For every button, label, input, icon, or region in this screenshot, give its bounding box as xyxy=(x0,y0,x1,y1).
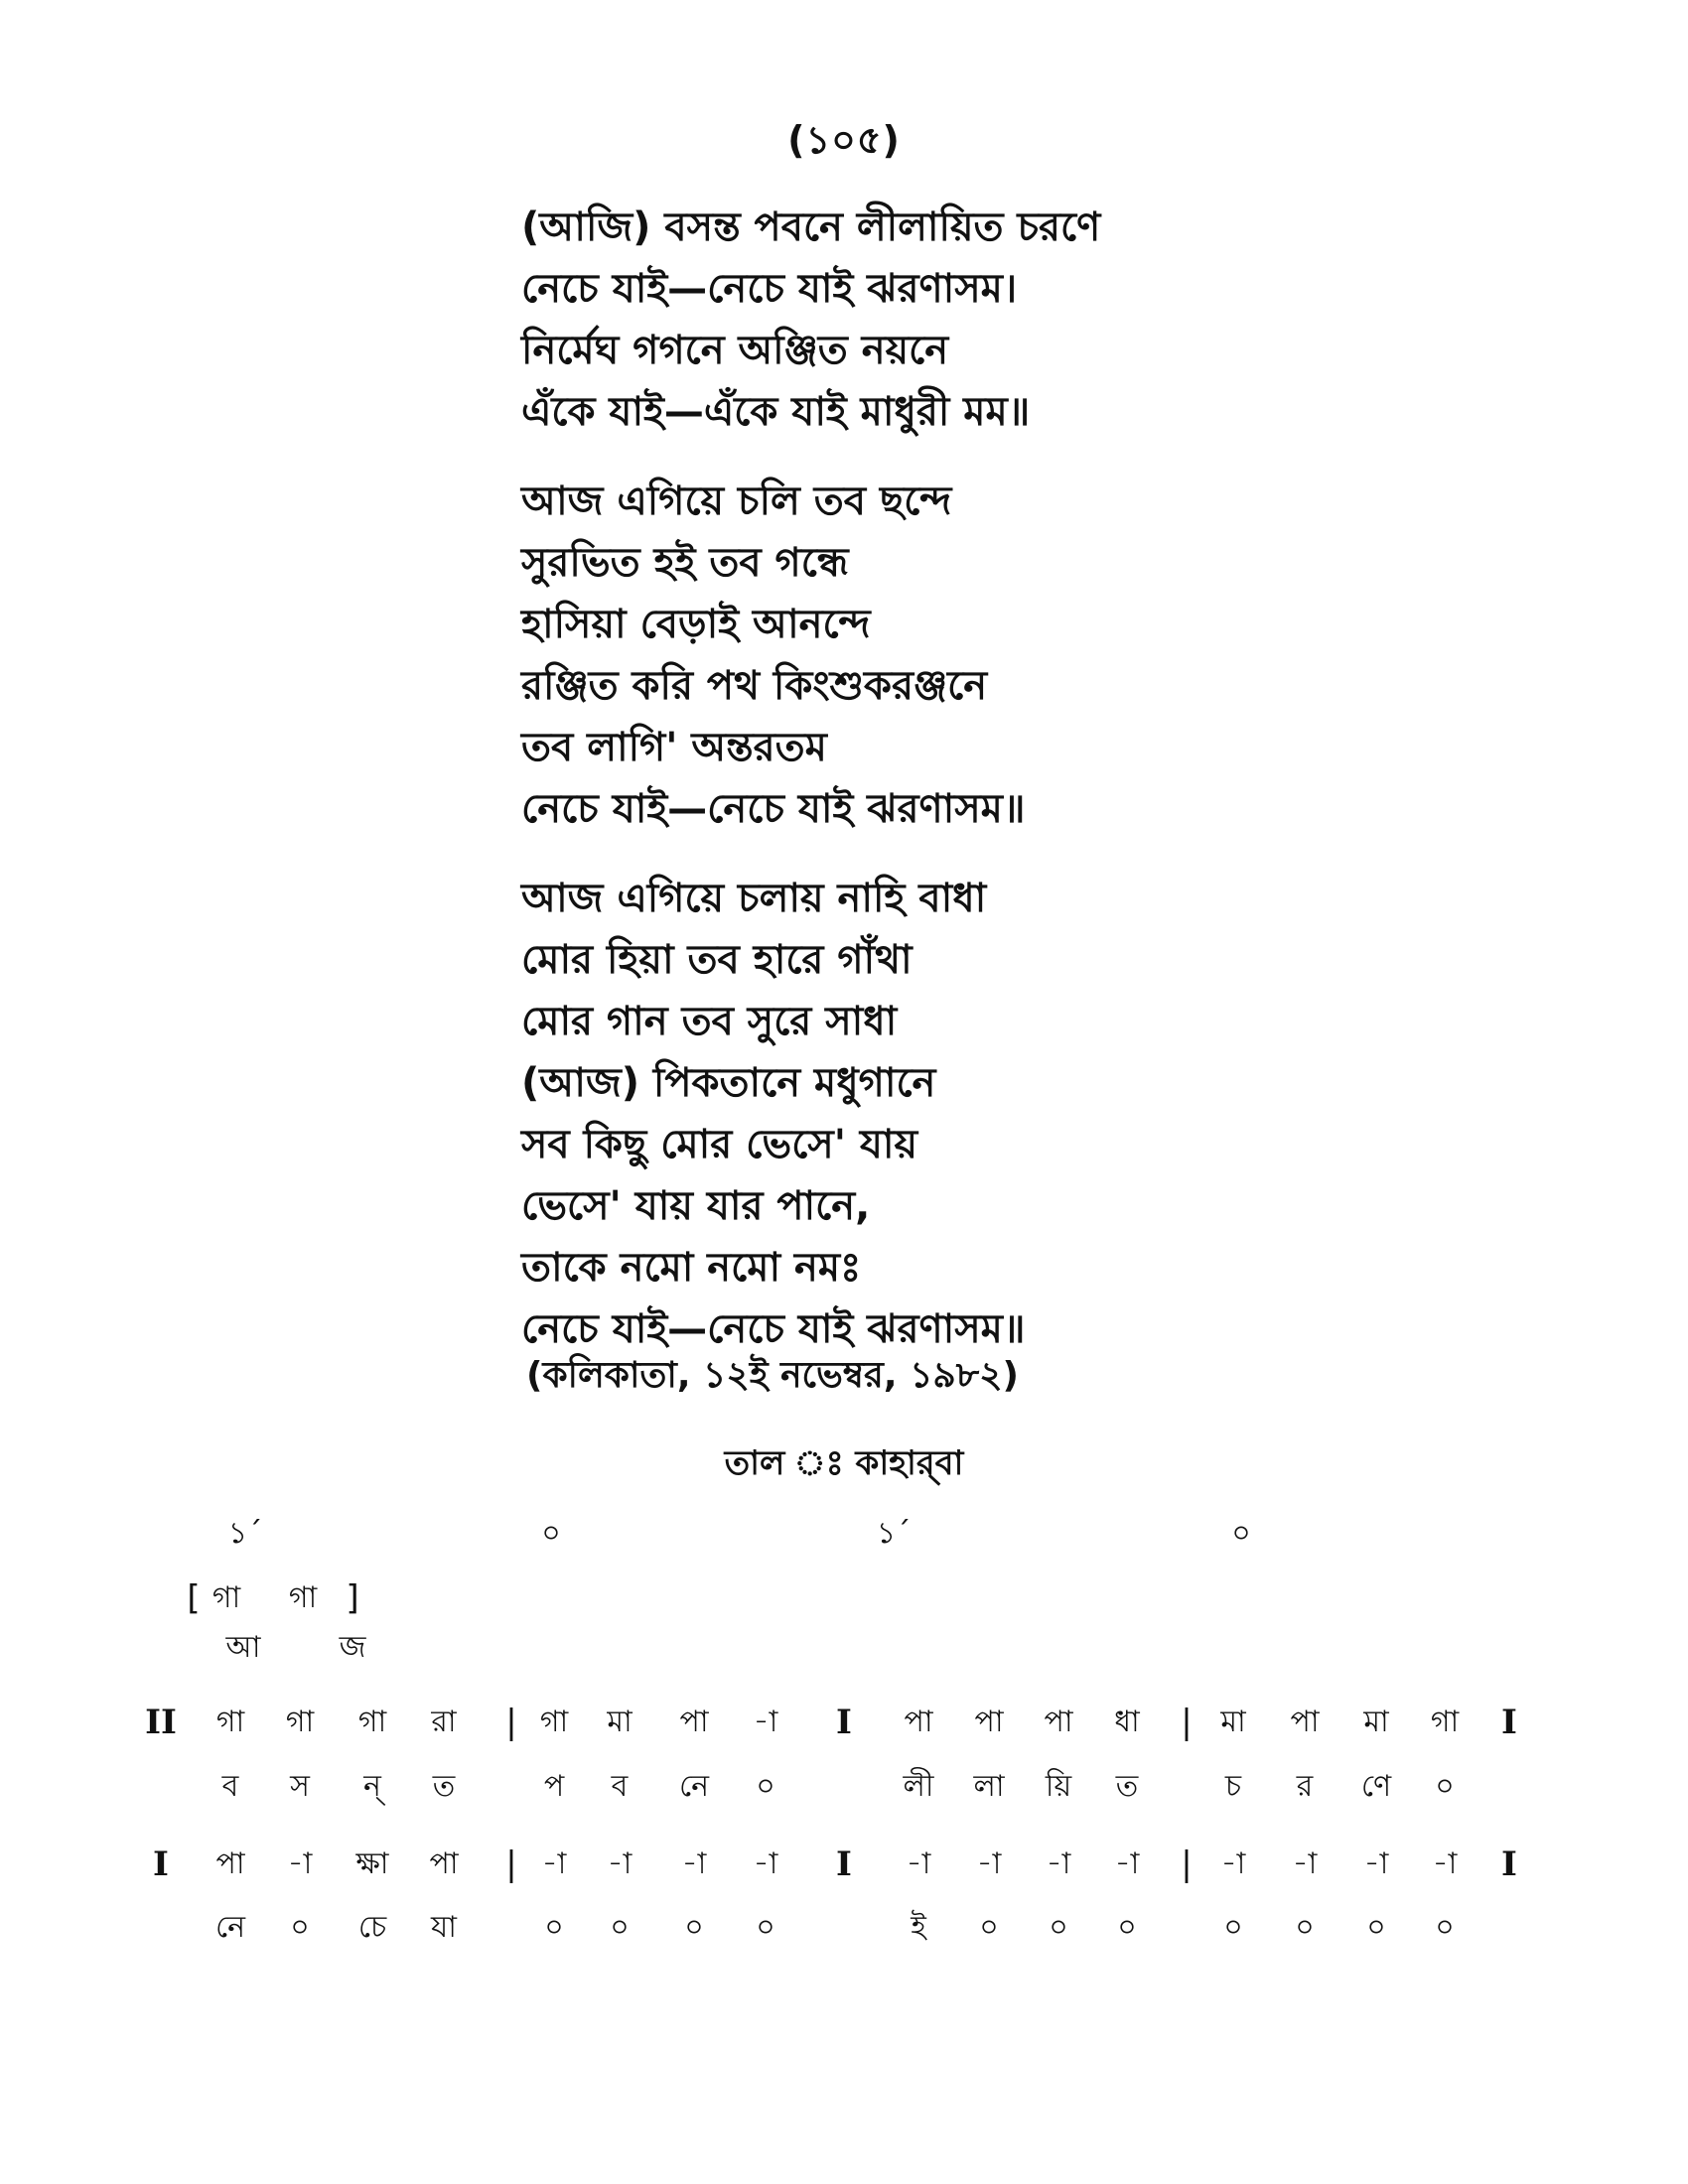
lyric-syllable: ০ xyxy=(756,1769,775,1804)
swara-note: -া xyxy=(287,1846,313,1881)
swara-note: ] xyxy=(346,1578,359,1618)
poem-line: মোর গান তব সুরে সাধা xyxy=(521,999,898,1044)
swara-note: পা xyxy=(1290,1705,1320,1739)
swara-note: -া xyxy=(541,1846,567,1881)
swara-note: | xyxy=(505,1844,517,1884)
swara-note: পা xyxy=(679,1705,709,1739)
lyric-syllable: ০ xyxy=(544,1910,564,1945)
lyric-syllable: ০ xyxy=(979,1910,999,1945)
poem-line: নেচে যাই—নেচে যাই ঝরণাসম॥ xyxy=(521,1306,1026,1352)
lyric-syllable: জ xyxy=(339,1630,366,1665)
swara-note: রা xyxy=(431,1705,457,1739)
poem-line: আজ এগিয়ে চলি তব ছন্দে xyxy=(521,478,952,524)
beat-mark: ১´ xyxy=(227,1516,263,1551)
lyric-syllable: ০ xyxy=(1435,1769,1455,1804)
swara-note: পা xyxy=(429,1846,459,1881)
swara-note: -া xyxy=(607,1846,633,1881)
lyric-syllable: স xyxy=(290,1769,310,1804)
swara-note: গা xyxy=(1430,1705,1460,1739)
lyric-syllable: র xyxy=(1296,1769,1314,1804)
beat-mark: ০ xyxy=(541,1516,561,1551)
lyric-syllable: ০ xyxy=(1223,1910,1243,1945)
lyric-syllable: ০ xyxy=(684,1910,704,1945)
lyric-syllable: ণে xyxy=(1360,1769,1392,1804)
beat-mark: ০ xyxy=(1231,1516,1251,1551)
lyric-syllable: ০ xyxy=(1049,1910,1068,1945)
lyric-syllable: ০ xyxy=(1366,1910,1386,1945)
swara-note: I xyxy=(1501,1844,1517,1884)
swara-note: পা xyxy=(974,1705,1004,1739)
lyric-syllable: ত xyxy=(1115,1769,1139,1804)
swara-note: [ xyxy=(187,1578,201,1618)
poem-line: (আজ) পিকতানে মধুগানে xyxy=(521,1060,936,1106)
swara-note: মা xyxy=(1220,1705,1246,1739)
lyric-syllable: ০ xyxy=(290,1910,310,1945)
swara-note: গা xyxy=(357,1705,387,1739)
lyric-syllable: ই xyxy=(911,1910,926,1945)
swara-note: -া xyxy=(906,1846,931,1881)
swara-note: ধা xyxy=(1114,1705,1140,1739)
page-number: (১০৫) xyxy=(787,118,901,162)
swara-note: মা xyxy=(1363,1705,1389,1739)
lyric-syllable: ০ xyxy=(610,1910,630,1945)
poem-line: হাসিয়া বেড়াই আনন্দে xyxy=(521,602,871,647)
poem-line: আজ এগিয়ে চলায় নাহি বাধা xyxy=(521,876,987,921)
swara-note: -া xyxy=(1292,1846,1318,1881)
swara-note: গা xyxy=(211,1580,241,1615)
lyric-syllable: ত xyxy=(432,1769,456,1804)
swara-note: গা xyxy=(539,1705,569,1739)
swara-note: গা xyxy=(215,1705,245,1739)
lyric-syllable: চ xyxy=(1224,1769,1242,1804)
swara-note: -া xyxy=(753,1846,778,1881)
lyric-syllable: ০ xyxy=(1435,1910,1455,1945)
swara-note: -া xyxy=(1046,1846,1071,1881)
swara-note: -া xyxy=(1220,1846,1246,1881)
lyric-syllable: ব xyxy=(611,1769,629,1804)
lyric-syllable: ন্‌ xyxy=(363,1769,381,1804)
swara-note: গা xyxy=(285,1705,315,1739)
poem-line: নেচে যাই—নেচে যাই ঝরণাসম। xyxy=(521,266,1018,312)
lyric-syllable: যা xyxy=(431,1910,457,1945)
lyric-syllable: লী xyxy=(903,1769,934,1804)
lyric-syllable: প xyxy=(543,1769,565,1804)
swara-note: পা xyxy=(215,1846,245,1881)
swara-note: পা xyxy=(1044,1705,1073,1739)
swara-note: II xyxy=(145,1703,177,1742)
poem-line: নেচে যাই—নেচে যাই ঝরণাসম॥ xyxy=(521,786,1026,832)
swara-note: I xyxy=(836,1844,852,1884)
swara-note: I xyxy=(1501,1703,1517,1742)
swara-note: ক্ষা xyxy=(355,1846,389,1881)
lyric-syllable: চে xyxy=(357,1910,387,1945)
poem-line: সব কিছু মোর ভেসে' যায় xyxy=(521,1122,918,1167)
swara-note: | xyxy=(505,1703,517,1742)
poem-line: মোর হিয়া তব হারে গাঁথা xyxy=(521,937,913,983)
swara-note: -া xyxy=(753,1705,778,1739)
taal-heading: তাল ঃ কাহার্‌বা xyxy=(724,1443,964,1483)
swara-note: পা xyxy=(904,1705,933,1739)
lyric-syllable: ০ xyxy=(1295,1910,1315,1945)
swara-note: | xyxy=(1181,1844,1193,1884)
lyric-syllable: ০ xyxy=(1117,1910,1137,1945)
swara-note: -া xyxy=(976,1846,1002,1881)
swara-note: I xyxy=(836,1703,852,1742)
swara-note: -া xyxy=(1432,1846,1458,1881)
poem-line: (আজি) বসন্ত পবনে লীলায়িত চরণে xyxy=(521,205,1101,250)
lyric-syllable: ০ xyxy=(756,1910,775,1945)
dateline: (কলিকাতা, ১২ই নভেম্বর, ১৯৮২) xyxy=(526,1355,1020,1396)
lyric-syllable: য়ি xyxy=(1045,1769,1072,1804)
swara-note: মা xyxy=(607,1705,633,1739)
poem-line: এঁকে যাই—এঁকে যাই মাধুরী মম॥ xyxy=(521,389,1031,435)
lyric-syllable: আ xyxy=(225,1630,261,1665)
lyric-syllable: ব xyxy=(221,1769,239,1804)
swara-note: গা xyxy=(288,1580,318,1615)
poem-line: ভেসে' যায় যার পানে, xyxy=(521,1183,871,1229)
lyric-syllable: লা xyxy=(973,1769,1005,1804)
swara-note: -া xyxy=(681,1846,707,1881)
beat-mark: ১´ xyxy=(876,1516,912,1551)
poem-line: তব লাগি' অন্তরতম xyxy=(521,725,827,770)
poem-line: নির্মেঘ গগনে অঞ্জিত নয়নে xyxy=(521,328,949,373)
poem-line: রঞ্জিত করি পথ কিংশুকরঞ্জনে xyxy=(521,663,988,709)
lyric-syllable: নে xyxy=(678,1769,710,1804)
swara-note: I xyxy=(153,1844,169,1884)
swara-note: -া xyxy=(1363,1846,1389,1881)
swara-note: | xyxy=(1181,1703,1193,1742)
poem-line: তাকে নমো নমো নমঃ xyxy=(521,1245,862,1291)
lyric-syllable: নে xyxy=(214,1910,246,1945)
swara-note: -া xyxy=(1114,1846,1140,1881)
poem-line: সুরভিত হই তব গন্ধে xyxy=(521,540,849,586)
